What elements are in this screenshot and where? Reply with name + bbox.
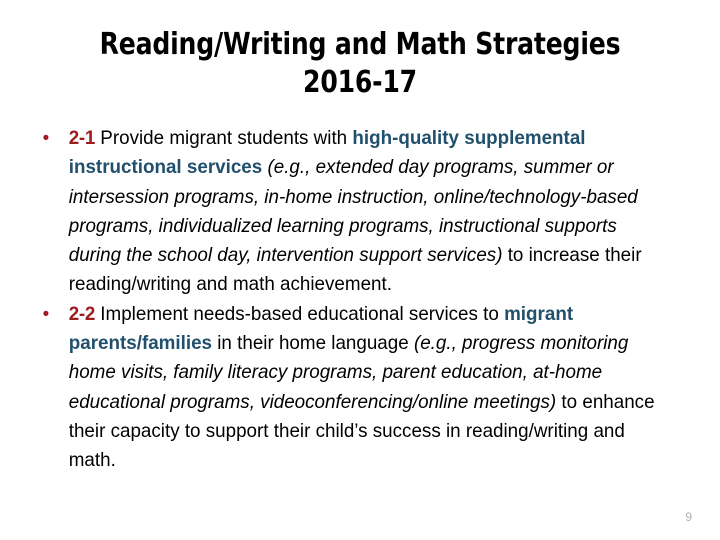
list-item — [34, 124, 659, 300]
bullet-marker-icon: • — [42, 302, 50, 325]
page-number: 9 — [685, 510, 692, 524]
bullet-segment-italic: (e.g., extended day programs, summer or intersession programs, in-home instruction, online/technology-based programs, individualized learning programs, instructional supports during the school day, intervention support services) — [68, 156, 638, 267]
slide-body — [34, 124, 682, 476]
bullet-marker-icon: • — [42, 127, 50, 149]
page-title — [51, 26, 669, 102]
bullet-text — [69, 124, 660, 300]
bullet-segment-plain-mid: in their home language — [212, 332, 414, 355]
bullet-segment-italic: (e.g., progress monitoring home visits, family literacy programs, parent education, at-home educational programs, videoconferencing/online meetings) — [68, 332, 629, 413]
strategy-tag: 2-2 — [68, 302, 96, 325]
bullet-segment-highlight: migrant parents/families — [68, 302, 574, 355]
strategy-tag: 2-1 — [68, 127, 96, 149]
list-item — [34, 300, 659, 476]
title-line-2: 2016-17 — [303, 65, 417, 100]
bullet-text — [69, 300, 660, 476]
bullet-segment-plain-tail: to enhance their capacity to support their child’s success in reading/writing and math. — [68, 390, 655, 472]
bullet-segment-highlight: high-quality supplemental instructional services — [68, 127, 586, 179]
bullet-segment-plain: Implement needs-based educational services to — [95, 302, 505, 325]
bullet-segment-plain: Provide migrant students with — [95, 127, 353, 149]
title-line-1: Reading/Writing and Math Strategies — [99, 27, 621, 62]
bullet-segment-plain-tail: to increase their reading/writing and math achievement. — [68, 244, 642, 296]
